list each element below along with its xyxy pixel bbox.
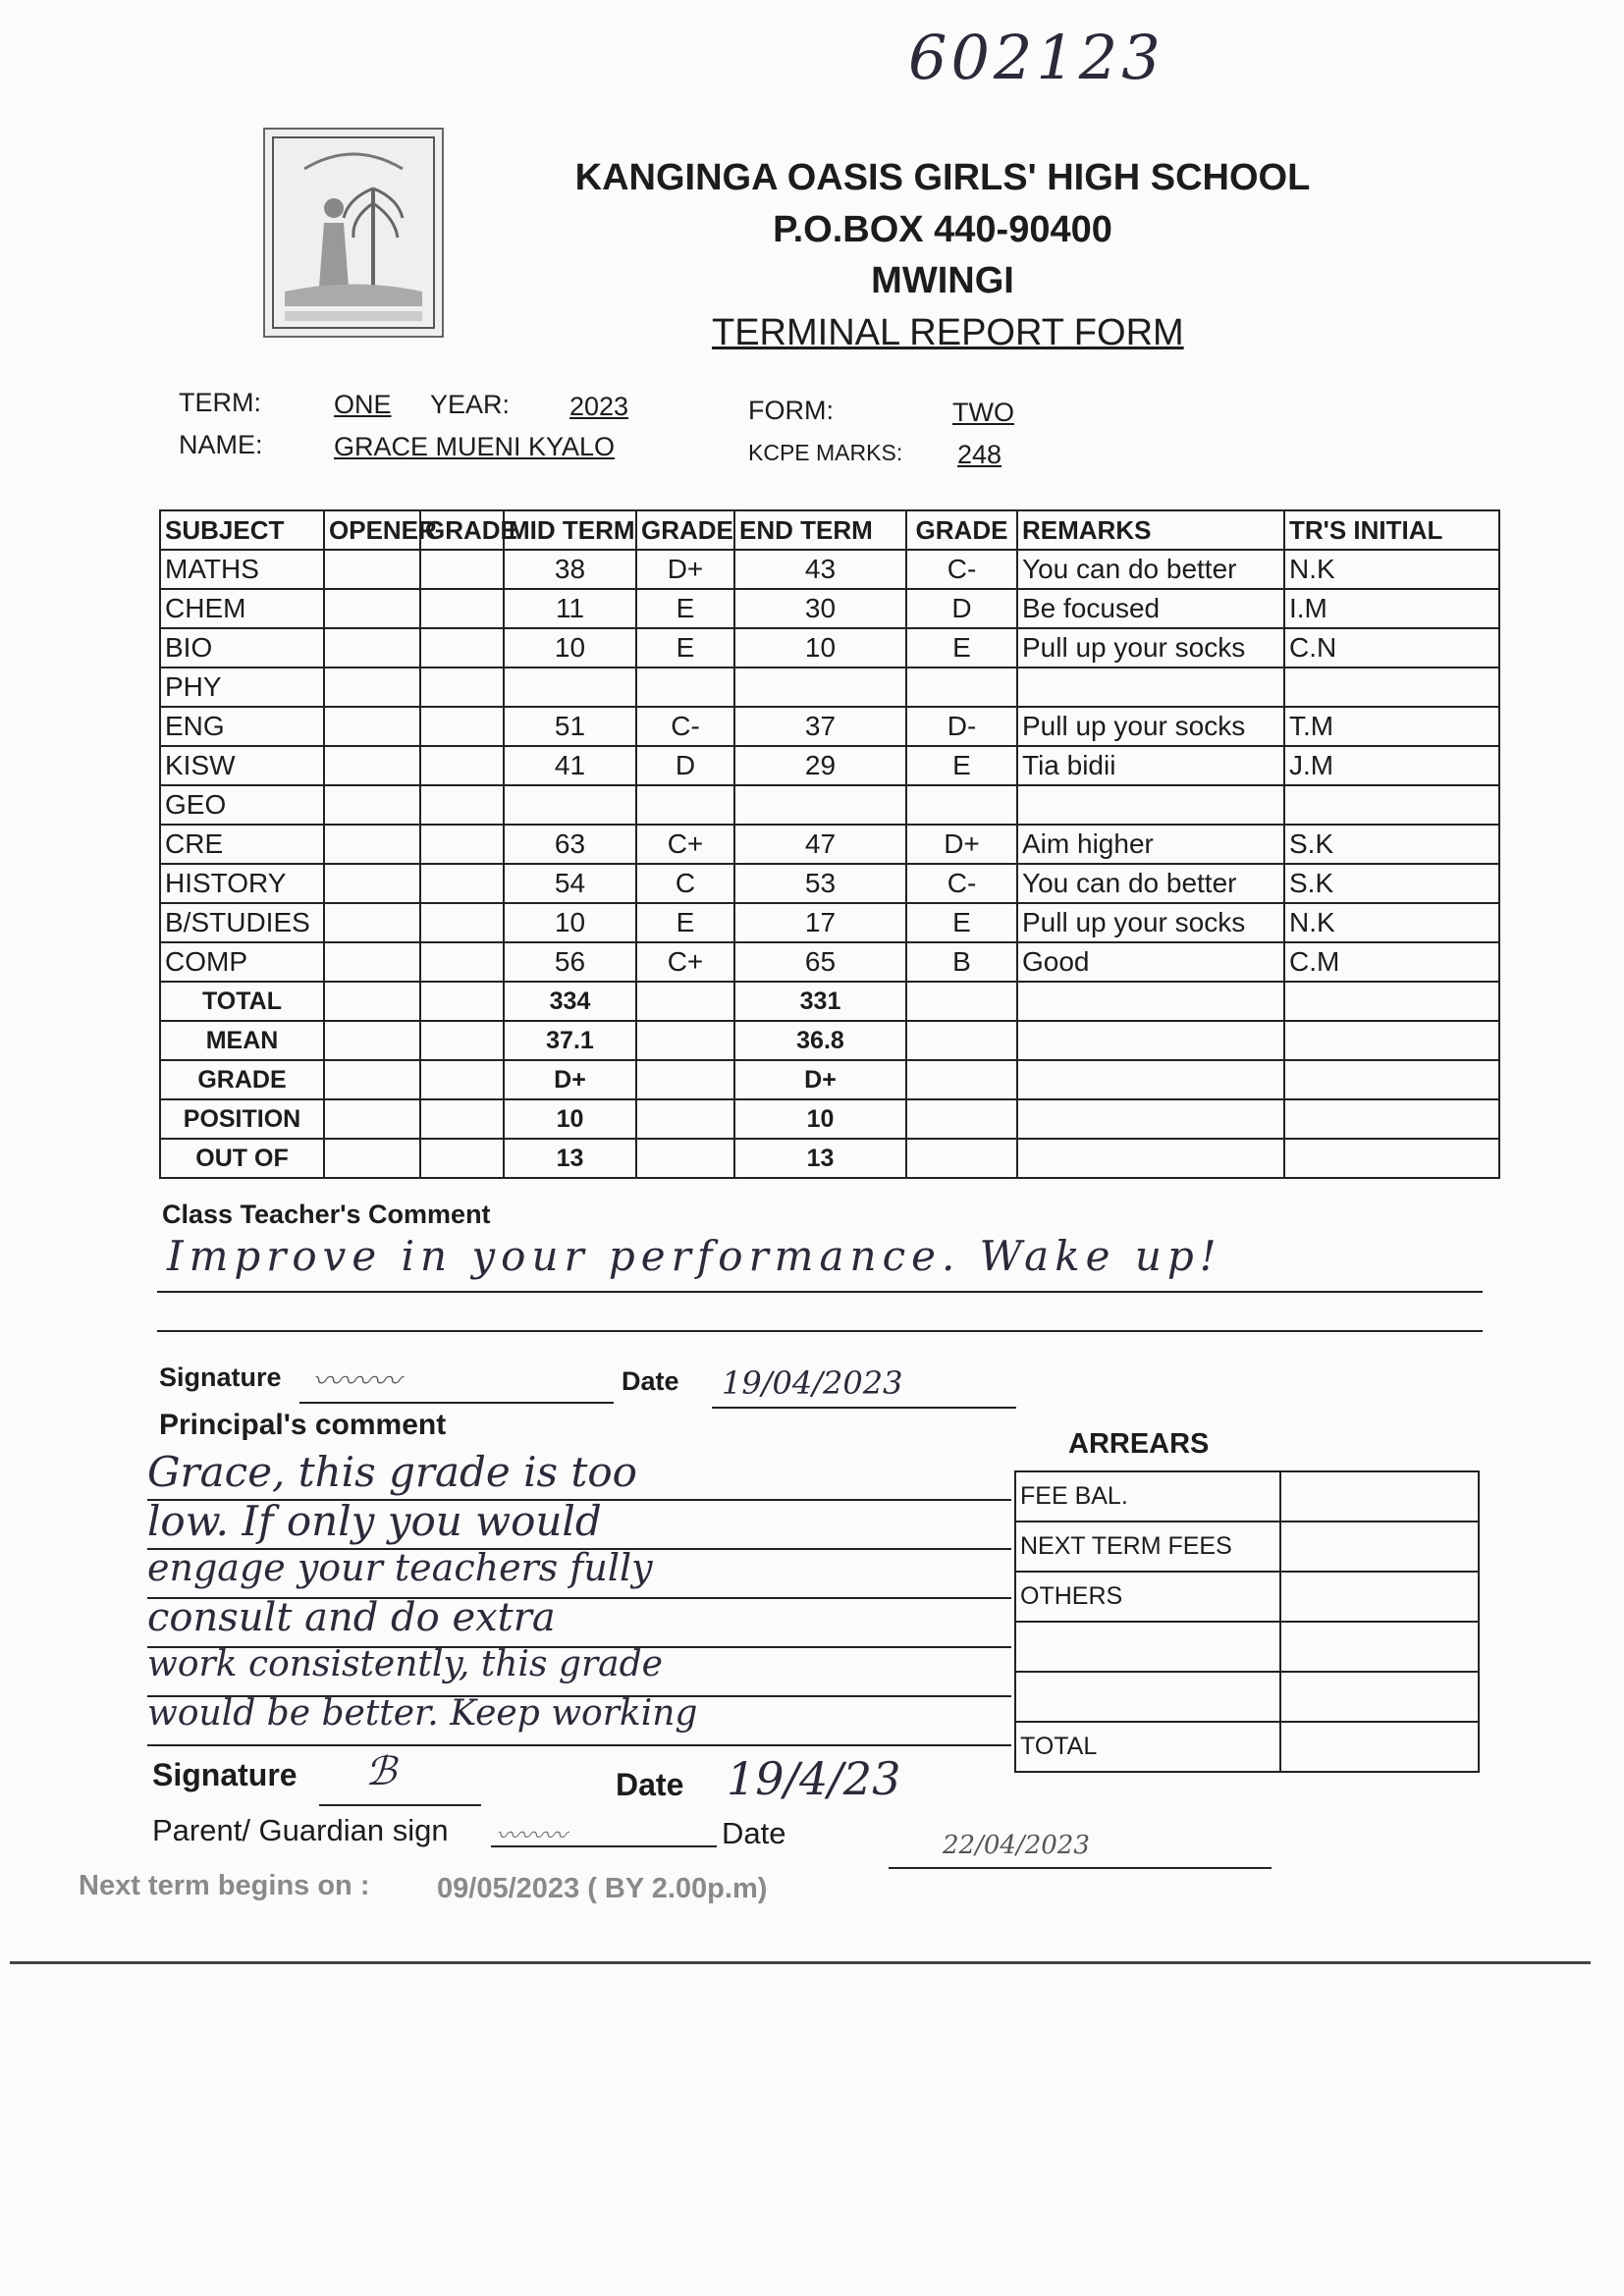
reference-number: 602123 <box>908 22 1164 93</box>
arrears-table <box>1014 1470 1480 1773</box>
cell-initial: T.M <box>1284 707 1499 746</box>
comment-line <box>147 1548 1011 1550</box>
class-teacher-signature-label: Signature <box>159 1362 282 1392</box>
empty-cell <box>636 1139 734 1178</box>
cell-mid: 54 <box>504 864 636 903</box>
cell-subject: B/STUDIES <box>160 903 324 942</box>
name-label: NAME: <box>179 430 263 459</box>
arrears-label: TOTAL <box>1015 1722 1280 1772</box>
cell-mid-grade: E <box>636 628 734 667</box>
principal-comment-line: low. If only you would <box>147 1497 602 1545</box>
cell-initial: C.N <box>1284 628 1499 667</box>
cell-end-grade: C- <box>906 864 1017 903</box>
empty-cell <box>1017 1099 1284 1139</box>
cell-end <box>734 667 906 707</box>
arrears-amount <box>1280 1522 1479 1572</box>
cell-end: 10 <box>734 628 906 667</box>
subject-row <box>160 589 1499 628</box>
comment-line <box>147 1646 1011 1648</box>
parent-sign-label: Parent/ Guardian sign <box>152 1813 449 1847</box>
comment-line <box>157 1291 1483 1293</box>
class-teacher-comment: Improve in your performance. Wake up! <box>167 1232 1222 1280</box>
cell-mid-grade <box>636 667 734 707</box>
year-value: 2023 <box>569 392 629 421</box>
cell-end-grade: B <box>906 942 1017 982</box>
subject-row <box>160 628 1499 667</box>
summary-mid: D+ <box>504 1060 636 1099</box>
principal-comment-line: work consistently, this grade <box>147 1644 663 1684</box>
subject-row <box>160 550 1499 589</box>
cell-opener-grade <box>420 589 504 628</box>
cell-mid: 10 <box>504 903 636 942</box>
year-label: YEAR: <box>430 390 511 419</box>
class-teacher-signature: 〰〰〰 <box>312 1364 401 1399</box>
summary-row <box>160 1099 1499 1139</box>
subject-row <box>160 942 1499 982</box>
cell-end-grade: D <box>906 589 1017 628</box>
cell-opener <box>324 550 420 589</box>
column-header: GRADE <box>906 510 1017 550</box>
cell-remarks: You can do better <box>1017 864 1284 903</box>
school-address: P.O.BOX 440-90400 <box>773 209 1112 250</box>
cell-subject: MATHS <box>160 550 324 589</box>
arrears-row <box>1015 1672 1479 1722</box>
subject-row <box>160 785 1499 825</box>
arrears-row <box>1015 1522 1479 1572</box>
cell-end: 43 <box>734 550 906 589</box>
cell-subject: CRE <box>160 825 324 864</box>
arrears-row <box>1015 1572 1479 1622</box>
cell-end-grade <box>906 785 1017 825</box>
cell-opener-grade <box>420 942 504 982</box>
empty-cell <box>1017 1021 1284 1060</box>
kcpe-value: 248 <box>957 440 1002 469</box>
subject-row <box>160 903 1499 942</box>
summary-mid: 37.1 <box>504 1021 636 1060</box>
cell-end-grade: E <box>906 903 1017 942</box>
cell-mid: 41 <box>504 746 636 785</box>
summary-row <box>160 1021 1499 1060</box>
cell-mid: 38 <box>504 550 636 589</box>
cell-opener-grade <box>420 746 504 785</box>
cell-end: 30 <box>734 589 906 628</box>
cell-initial: C.M <box>1284 942 1499 982</box>
arrears-label <box>1015 1672 1280 1722</box>
empty-cell <box>324 982 420 1021</box>
cell-initial: S.K <box>1284 864 1499 903</box>
empty-cell <box>1284 1099 1499 1139</box>
next-term-date: 09/05/2023 ( BY 2.00p.m) <box>437 1873 768 1904</box>
column-header: MID TERM <box>504 510 636 550</box>
empty-cell <box>420 982 504 1021</box>
subject-row <box>160 825 1499 864</box>
cell-subject: PHY <box>160 667 324 707</box>
cell-end <box>734 785 906 825</box>
cell-opener <box>324 746 420 785</box>
cell-remarks <box>1017 785 1284 825</box>
summary-label: TOTAL <box>160 982 324 1021</box>
summary-end: 13 <box>734 1139 906 1178</box>
subject-row <box>160 667 1499 707</box>
comment-line <box>147 1695 1011 1697</box>
cell-mid-grade: E <box>636 589 734 628</box>
cell-remarks <box>1017 667 1284 707</box>
cell-opener <box>324 785 420 825</box>
arrears-amount <box>1280 1622 1479 1672</box>
cell-end-grade <box>906 667 1017 707</box>
summary-label: MEAN <box>160 1021 324 1060</box>
term-value: ONE <box>334 390 392 419</box>
comment-line <box>147 1499 1011 1501</box>
cell-opener <box>324 589 420 628</box>
page-divider <box>10 1961 1591 1964</box>
cell-initial: N.K <box>1284 550 1499 589</box>
date-line <box>889 1867 1272 1869</box>
signature-line <box>491 1845 717 1847</box>
cell-opener-grade <box>420 628 504 667</box>
principal-comment <box>147 1448 1011 1742</box>
empty-cell <box>1284 1060 1499 1099</box>
empty-cell <box>1017 982 1284 1021</box>
cell-opener <box>324 707 420 746</box>
cell-remarks: Pull up your socks <box>1017 628 1284 667</box>
column-header: GRADE <box>420 510 504 550</box>
arrears-label: NEXT TERM FEES <box>1015 1522 1280 1572</box>
arrears-label: FEE BAL. <box>1015 1471 1280 1522</box>
arrears-row <box>1015 1622 1479 1672</box>
parent-signature: 〰〰〰 <box>496 1822 567 1849</box>
subject-row <box>160 707 1499 746</box>
class-teacher-date-label: Date <box>622 1366 679 1396</box>
arrears-amount <box>1280 1722 1479 1772</box>
cell-initial: J.M <box>1284 746 1499 785</box>
empty-cell <box>906 1139 1017 1178</box>
column-header: SUBJECT <box>160 510 324 550</box>
cell-opener <box>324 942 420 982</box>
form-value: TWO <box>952 398 1014 427</box>
summary-mid: 334 <box>504 982 636 1021</box>
class-teacher-comment-label: Class Teacher's Comment <box>162 1200 491 1229</box>
column-header: REMARKS <box>1017 510 1284 550</box>
empty-cell <box>636 982 734 1021</box>
signature-line <box>299 1402 614 1404</box>
comment-line <box>147 1744 1011 1746</box>
arrears-row <box>1015 1722 1479 1772</box>
empty-cell <box>324 1060 420 1099</box>
next-term-label: Next term begins on : <box>79 1870 370 1901</box>
cell-initial: N.K <box>1284 903 1499 942</box>
cell-end: 47 <box>734 825 906 864</box>
cell-subject: CHEM <box>160 589 324 628</box>
cell-remarks: You can do better <box>1017 550 1284 589</box>
cell-mid-grade: D+ <box>636 550 734 589</box>
principal-date: 19/4/23 <box>727 1752 901 1805</box>
column-header: TR'S INITIAL <box>1284 510 1499 550</box>
cell-mid: 10 <box>504 628 636 667</box>
subject-row <box>160 746 1499 785</box>
cell-opener-grade <box>420 667 504 707</box>
principal-signature-label: Signature <box>152 1757 298 1792</box>
empty-cell <box>420 1021 504 1060</box>
empty-cell <box>636 1021 734 1060</box>
cell-remarks: Pull up your socks <box>1017 707 1284 746</box>
empty-cell <box>636 1060 734 1099</box>
summary-row <box>160 1060 1499 1099</box>
empty-cell <box>1284 1021 1499 1060</box>
cell-subject: ENG <box>160 707 324 746</box>
cell-mid: 51 <box>504 707 636 746</box>
cell-remarks: Be focused <box>1017 589 1284 628</box>
cell-opener <box>324 864 420 903</box>
column-header: END TERM <box>734 510 906 550</box>
cell-opener <box>324 628 420 667</box>
principal-signature: ℬ <box>365 1749 397 1794</box>
cell-opener-grade <box>420 825 504 864</box>
cell-end-grade: D- <box>906 707 1017 746</box>
empty-cell <box>1284 1139 1499 1178</box>
empty-cell <box>906 1099 1017 1139</box>
summary-end: D+ <box>734 1060 906 1099</box>
cell-subject: BIO <box>160 628 324 667</box>
cell-end: 53 <box>734 864 906 903</box>
cell-mid-grade: E <box>636 903 734 942</box>
cell-end-grade: E <box>906 746 1017 785</box>
cell-initial <box>1284 785 1499 825</box>
cell-remarks: Tia bidii <box>1017 746 1284 785</box>
empty-cell <box>420 1099 504 1139</box>
empty-cell <box>906 982 1017 1021</box>
subject-row <box>160 864 1499 903</box>
cell-initial: I.M <box>1284 589 1499 628</box>
summary-row <box>160 1139 1499 1178</box>
cell-opener-grade <box>420 864 504 903</box>
cell-end-grade: C- <box>906 550 1017 589</box>
cell-opener-grade <box>420 707 504 746</box>
principal-comment-line: Grace, this grade is too <box>147 1448 637 1496</box>
parent-date: 22/04/2023 <box>943 1831 1090 1860</box>
student-name: GRACE MUENI KYALO <box>334 432 616 461</box>
cell-end-grade: E <box>906 628 1017 667</box>
school-logo <box>263 128 444 338</box>
kcpe-label: KCPE MARKS: <box>748 440 903 465</box>
cell-mid-grade: C+ <box>636 825 734 864</box>
parent-date-label: Date <box>722 1816 786 1850</box>
comment-line <box>147 1597 1011 1599</box>
cell-mid: 56 <box>504 942 636 982</box>
cell-end: 65 <box>734 942 906 982</box>
cell-initial: S.K <box>1284 825 1499 864</box>
cell-end: 29 <box>734 746 906 785</box>
column-header: OPENER <box>324 510 420 550</box>
cell-opener <box>324 903 420 942</box>
cell-subject: GEO <box>160 785 324 825</box>
empty-cell <box>324 1099 420 1139</box>
class-teacher-date: 19/04/2023 <box>722 1364 903 1402</box>
empty-cell <box>420 1060 504 1099</box>
summary-label: GRADE <box>160 1060 324 1099</box>
empty-cell <box>1017 1139 1284 1178</box>
cell-mid <box>504 785 636 825</box>
empty-cell <box>1017 1060 1284 1099</box>
school-crest-emblem <box>265 130 442 336</box>
arrears-label: OTHERS <box>1015 1572 1280 1622</box>
empty-cell <box>636 1099 734 1139</box>
form-label: FORM: <box>748 396 834 425</box>
cell-subject: HISTORY <box>160 864 324 903</box>
empty-cell <box>1284 982 1499 1021</box>
empty-cell <box>906 1021 1017 1060</box>
cell-opener-grade <box>420 550 504 589</box>
arrears-label <box>1015 1622 1280 1672</box>
date-line <box>712 1407 1016 1409</box>
report-form-title: TERMINAL REPORT FORM <box>712 312 1184 353</box>
cell-mid <box>504 667 636 707</box>
term-label: TERM: <box>179 388 261 417</box>
cell-opener <box>324 667 420 707</box>
comment-line <box>157 1330 1483 1332</box>
cell-mid-grade: C+ <box>636 942 734 982</box>
cell-mid-grade: C- <box>636 707 734 746</box>
cell-opener <box>324 825 420 864</box>
summary-end: 331 <box>734 982 906 1021</box>
summary-label: OUT OF <box>160 1139 324 1178</box>
cell-mid-grade: C <box>636 864 734 903</box>
summary-end: 10 <box>734 1099 906 1139</box>
cell-subject: KISW <box>160 746 324 785</box>
arrears-amount <box>1280 1471 1479 1522</box>
arrears-amount <box>1280 1572 1479 1622</box>
principal-comment-label: Principal's comment <box>159 1409 447 1441</box>
column-header: GRADE <box>636 510 734 550</box>
empty-cell <box>906 1060 1017 1099</box>
summary-label: POSITION <box>160 1099 324 1139</box>
marks-table <box>159 509 1500 1179</box>
empty-cell <box>420 1139 504 1178</box>
cell-mid-grade <box>636 785 734 825</box>
cell-subject: COMP <box>160 942 324 982</box>
arrears-row <box>1015 1471 1479 1522</box>
school-name: KANGINGA OASIS GIRLS' HIGH SCHOOL <box>574 157 1311 198</box>
cell-mid: 63 <box>504 825 636 864</box>
cell-mid-grade: D <box>636 746 734 785</box>
cell-remarks: Aim higher <box>1017 825 1284 864</box>
cell-opener-grade <box>420 903 504 942</box>
empty-cell <box>324 1139 420 1178</box>
cell-mid: 11 <box>504 589 636 628</box>
cell-opener-grade <box>420 785 504 825</box>
cell-initial <box>1284 667 1499 707</box>
cell-end: 17 <box>734 903 906 942</box>
cell-end-grade: D+ <box>906 825 1017 864</box>
cell-remarks: Good <box>1017 942 1284 982</box>
principal-comment-line: engage your teachers fully <box>147 1546 653 1589</box>
summary-mid: 13 <box>504 1139 636 1178</box>
arrears-title: ARREARS <box>1068 1428 1210 1460</box>
signature-line <box>319 1804 481 1806</box>
arrears-amount <box>1280 1672 1479 1722</box>
summary-end: 36.8 <box>734 1021 906 1060</box>
empty-cell <box>324 1021 420 1060</box>
principal-comment-line: would be better. Keep working <box>147 1693 698 1734</box>
table-header-row <box>160 510 1499 550</box>
cell-end: 37 <box>734 707 906 746</box>
summary-mid: 10 <box>504 1099 636 1139</box>
principal-date-label: Date <box>616 1767 684 1802</box>
school-town: MWINGI <box>871 260 1014 301</box>
principal-comment-line: consult and do extra <box>147 1595 556 1640</box>
summary-row <box>160 982 1499 1021</box>
cell-remarks: Pull up your socks <box>1017 903 1284 942</box>
